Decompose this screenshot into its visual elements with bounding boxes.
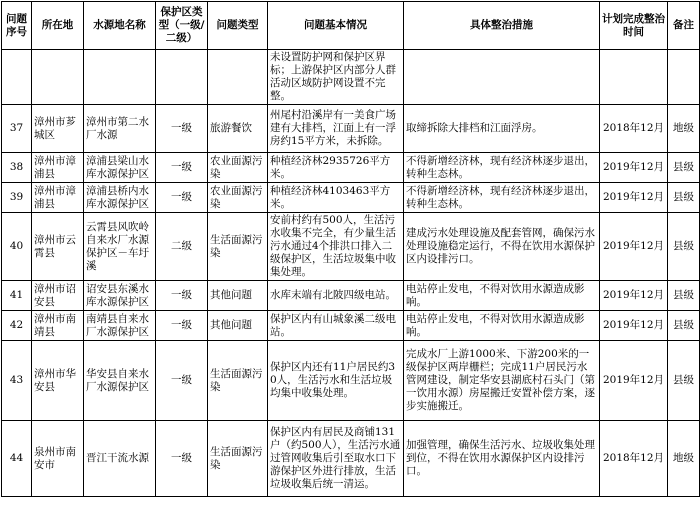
cell-note: 县级 bbox=[668, 311, 700, 341]
cell-deadline: 2018年12月 bbox=[600, 421, 668, 497]
cell-location: 漳州市诏安县 bbox=[32, 281, 84, 311]
cell-level: 二级 bbox=[156, 213, 208, 281]
cell-situation: 种植经济林2935726平方米。 bbox=[268, 153, 404, 183]
cell-deadline: 2019年12月 bbox=[600, 153, 668, 183]
table-row bbox=[2, 105, 700, 153]
header-location: 所在地 bbox=[32, 2, 84, 50]
table-row bbox=[2, 281, 700, 311]
cell-measures: 电站停止发电，不得对饮用水源造成影响。 bbox=[404, 281, 600, 311]
cell-measures: 不得新增经济林，现有经济林逐步退出，转种生态林。 bbox=[404, 183, 600, 213]
cell-level: 一级 bbox=[156, 183, 208, 213]
table-row bbox=[2, 311, 700, 341]
cell-situation: 保护区内有山城象溪二级电站。 bbox=[268, 311, 404, 341]
table-row bbox=[2, 341, 700, 421]
table-row bbox=[2, 50, 700, 105]
cell-index: 40 bbox=[2, 213, 32, 281]
header-row bbox=[2, 2, 700, 50]
table-row bbox=[2, 421, 700, 497]
cell-note: 县级 bbox=[668, 213, 700, 281]
cell-location: 漳州市南靖县 bbox=[32, 311, 84, 341]
cell-situation: 州尾村沿溪岸有一美食广场建有大排档，江面上有一浮房约15平方米，未拆除。 bbox=[268, 105, 404, 153]
cell-source-name bbox=[84, 50, 156, 105]
rectification-table bbox=[1, 1, 700, 497]
cell-note: 地级 bbox=[668, 105, 700, 153]
cell-deadline: 2019年12月 bbox=[600, 213, 668, 281]
cell-index: 39 bbox=[2, 183, 32, 213]
cell-location: 漳州市华安县 bbox=[32, 341, 84, 421]
header-issue-type: 问题类型 bbox=[208, 2, 268, 50]
cell-situation: 保护区内还有11户居民约30人，生活污水和生活垃圾均集中收集处理。 bbox=[268, 341, 404, 421]
cell-source-name: 漳浦县梁山水库水源保护区 bbox=[84, 153, 156, 183]
cell-deadline: 2018年12月 bbox=[600, 105, 668, 153]
cell-index bbox=[2, 50, 32, 105]
cell-level: 一级 bbox=[156, 421, 208, 497]
cell-deadline: 2019年12月 bbox=[600, 183, 668, 213]
header-measures: 具体整治措施 bbox=[404, 2, 600, 50]
header-index: 问题序号 bbox=[2, 2, 32, 50]
cell-note: 地级 bbox=[668, 421, 700, 497]
cell-measures: 加强管理，确保生活污水、垃圾收集处理到位，不得在饮用水源保护区内设排污口。 bbox=[404, 421, 600, 497]
cell-level: 一级 bbox=[156, 153, 208, 183]
cell-situation: 种植经济林4103463平方米。 bbox=[268, 183, 404, 213]
cell-location: 漳州市云霄县 bbox=[32, 213, 84, 281]
cell-source-name: 漳州市第二水厂水源 bbox=[84, 105, 156, 153]
cell-issue-type: 农业面源污染 bbox=[208, 183, 268, 213]
cell-index: 38 bbox=[2, 153, 32, 183]
cell-location: 泉州市南安市 bbox=[32, 421, 84, 497]
cell-issue-type bbox=[208, 50, 268, 105]
cell-measures: 电站停止发电，不得对饮用水源造成影响。 bbox=[404, 311, 600, 341]
cell-measures: 建成污水处理设施及配套管网，确保污水处理设施稳定运行，不得在饮用水源保护区内设排污口。 bbox=[404, 213, 600, 281]
cell-index: 42 bbox=[2, 311, 32, 341]
header-situation: 问题基本情况 bbox=[268, 2, 404, 50]
cell-index: 37 bbox=[2, 105, 32, 153]
cell-source-name: 南靖县自来水厂水源保护区 bbox=[84, 311, 156, 341]
cell-level: 一级 bbox=[156, 105, 208, 153]
header-note: 备注 bbox=[668, 2, 700, 50]
cell-issue-type: 其他问题 bbox=[208, 281, 268, 311]
cell-note: 县级 bbox=[668, 341, 700, 421]
cell-measures: 取缔拆除大排档和江面浮房。 bbox=[404, 105, 600, 153]
cell-note: 县级 bbox=[668, 183, 700, 213]
cell-issue-type: 旅游餐饮 bbox=[208, 105, 268, 153]
cell-index: 41 bbox=[2, 281, 32, 311]
table-row bbox=[2, 213, 700, 281]
cell-location: 漳州市芗城区 bbox=[32, 105, 84, 153]
cell-note: 县级 bbox=[668, 153, 700, 183]
cell-location: 漳州市漳浦县 bbox=[32, 153, 84, 183]
cell-source-name: 诏安县东溪水库水源保护区 bbox=[84, 281, 156, 311]
cell-issue-type: 生活面源污染 bbox=[208, 213, 268, 281]
cell-source-name: 云霄县风吹岭自来水厂水源保护区－车圩溪 bbox=[84, 213, 156, 281]
cell-situation: 水库末端有北陂四级电站。 bbox=[268, 281, 404, 311]
cell-deadline: 2019年12月 bbox=[600, 341, 668, 421]
cell-situation: 保护区内有居民及商铺131户（约500人），生活污水通过管网收集后引至取水口下游保护区外进行排放，生活垃圾收集后统一清运。 bbox=[268, 421, 404, 497]
cell-deadline bbox=[600, 50, 668, 105]
header-level: 保护区类型（一级/二级） bbox=[156, 2, 208, 50]
cell-issue-type: 生活面源污染 bbox=[208, 421, 268, 497]
cell-note: 县级 bbox=[668, 281, 700, 311]
cell-deadline: 2019年12月 bbox=[600, 281, 668, 311]
cell-measures: 完成水厂上游1000米、下游200米的一级保护区两岸栅栏；完成11户居民污水管网建设，制定华安县湖底村石头门（第一饮用水源）房屋搬迁安置补偿方案，逐步实施搬迁。 bbox=[404, 341, 600, 421]
cell-source-name: 华安县自来水厂水源保护区 bbox=[84, 341, 156, 421]
header-source-name: 水源地名称 bbox=[84, 2, 156, 50]
cell-level: 一级 bbox=[156, 341, 208, 421]
cell-situation: 未设置防护网和保护区界标；上游保护区内部分人群活动区域防护网设置不完整。 bbox=[268, 50, 404, 105]
cell-index: 43 bbox=[2, 341, 32, 421]
table-row bbox=[2, 183, 700, 213]
cell-location: 漳州市漳浦县 bbox=[32, 183, 84, 213]
cell-issue-type: 其他问题 bbox=[208, 311, 268, 341]
cell-location bbox=[32, 50, 84, 105]
cell-situation: 安前村约有500人，生活污水收集不完全，有少量生活污水通过4个排洪口排入二级保护区，生活垃圾集中收集处理。 bbox=[268, 213, 404, 281]
cell-level bbox=[156, 50, 208, 105]
cell-level: 一级 bbox=[156, 281, 208, 311]
header-deadline: 计划完成整治时间 bbox=[600, 2, 668, 50]
cell-issue-type: 农业面源污染 bbox=[208, 153, 268, 183]
cell-index: 44 bbox=[2, 421, 32, 497]
cell-measures: 不得新增经济林，现有经济林逐步退出，转种生态林。 bbox=[404, 153, 600, 183]
cell-issue-type: 生活面源污染 bbox=[208, 341, 268, 421]
table-row bbox=[2, 153, 700, 183]
cell-note bbox=[668, 50, 700, 105]
cell-source-name: 晋江干流水源 bbox=[84, 421, 156, 497]
cell-measures bbox=[404, 50, 600, 105]
cell-deadline: 2019年12月 bbox=[600, 311, 668, 341]
cell-level: 一级 bbox=[156, 311, 208, 341]
cell-source-name: 漳浦县桥内水库水源保护区 bbox=[84, 183, 156, 213]
